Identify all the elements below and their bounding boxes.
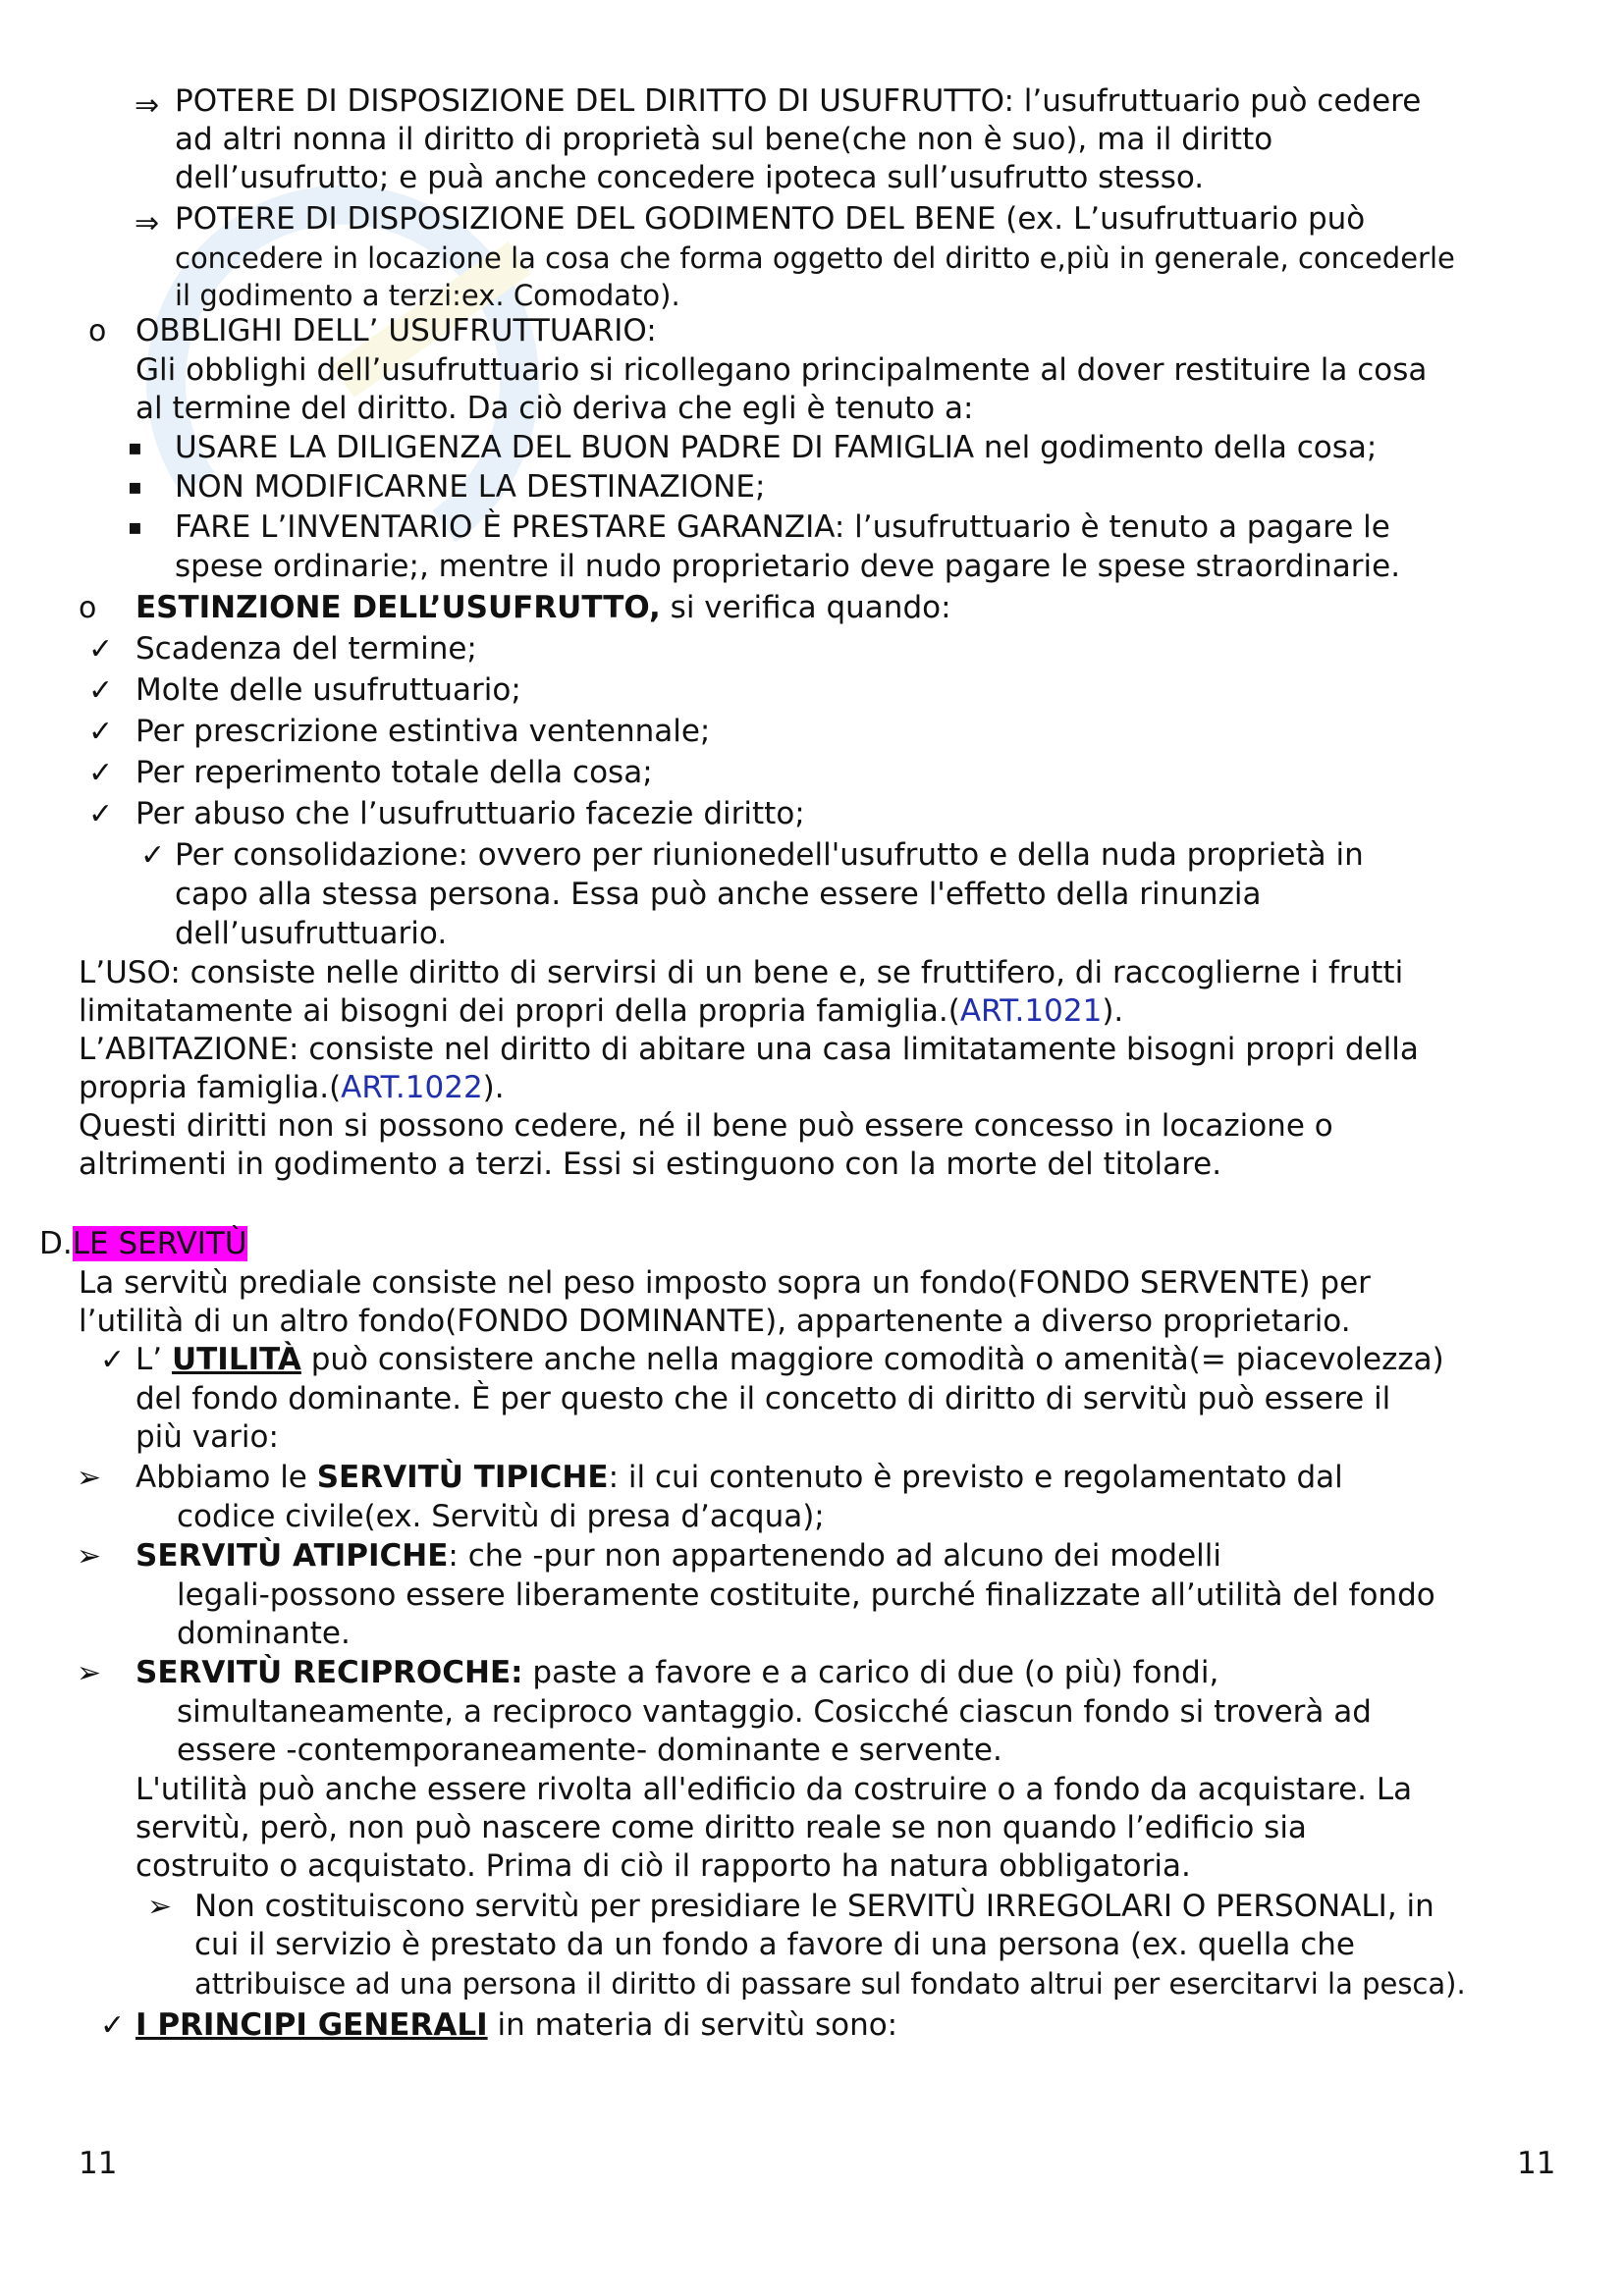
page-number-left: 11 [79,2146,118,2181]
text-span: paste a favore e a carico di due (o più) fondi, [522,1655,1219,1690]
arrow-icon: ⇒ [135,206,160,240]
check-icon: ✓ [88,632,114,667]
circle-bullet-icon: o [88,314,107,348]
list-item: NON MODIFICARNE LA DESTINAZIONE; [175,469,766,505]
section-heading [39,1225,247,1263]
article-link[interactable]: ART.1021 [959,993,1103,1029]
text-line: servitù, però, non può nascere come diritto reale se non quando l’edificio sia [135,1810,1307,1845]
text-line: L'utilità può anche essere rivolta all'edificio da costruire o a fondo da acquistare. La [135,1772,1413,1807]
text-line [79,992,1123,1031]
underlined-term: UTILITÀ [171,1342,301,1377]
check-icon: ✓ [88,756,114,790]
list-item: Non costituiscono servitù per presidiare le SERVITÙ IRREGOLARI O PERSONALI, in [194,1889,1434,1924]
text-line: Gli obblighi dell’usufruttuario si ricollegano principalmente al dover restituire la cosa [135,352,1428,388]
list-item: spese ordinarie;, mentre il nudo proprietario deve pagare le spese straordinarie. [175,549,1401,584]
text-line: ad altri nonna il diritto di proprietà sul bene(che non è suo), ma il diritto [175,122,1273,157]
underlined-term: I PRINCIPI GENERALI [135,2007,488,2043]
text-line: POTERE DI DISPOSIZIONE DEL GODIMENTO DEL BENE (ex. L’usufruttuario può [175,201,1366,237]
list-item: essere -contemporaneamente- dominante e servente. [177,1733,1002,1768]
section-letter: D. [39,1226,73,1261]
check-icon: ✓ [100,1343,126,1377]
list-item [135,1654,1218,1692]
text-line: L’USO: consiste nelle diritto di servirsi di un bene e, se fruttifero, di raccoglierne i frutti [79,955,1404,990]
text-span: limitatamente ai bisogni dei propri della propria famiglia.( [79,993,960,1029]
text-line: costruito o acquistato. Prima di ciò il rapporto ha natura obbligatoria. [135,1848,1191,1884]
list-item [135,2006,897,2045]
text-line: al termine del diritto. Da ciò deriva che egli è tenuto a: [135,391,974,426]
list-item: Per prescrizione estintiva ventennale; [135,714,711,749]
text-span: ). [1102,993,1124,1029]
list-item: legali-possono essere liberamente costituite, purché finalizzate all’utilità del fondo [177,1577,1435,1613]
text-line [79,1069,505,1107]
section-title: OBBLIGHI DELL’ USUFRUTTUARIO: [135,313,657,348]
list-item: Scadenza del termine; [135,631,477,667]
text-span: propria famiglia.( [79,1070,342,1105]
text-span: L’ [135,1342,172,1377]
list-item: FARE L’INVENTARIO È PRESTARE GARANZIA: l’usufruttuario è tenuto a pagare le [175,509,1390,545]
text-line: dell’usufrutto; e puà anche concedere ipoteca sull’usufrutto stesso. [175,160,1205,195]
circle-bullet-icon: o [79,591,97,625]
check-icon: ✓ [100,2008,126,2043]
list-item: codice civile(ex. Servitù di presa d’acqua); [177,1499,825,1534]
bold-term: SERVITÙ TIPICHE [316,1460,609,1495]
square-bullet-icon: ▪ [128,515,142,540]
list-item: dell’usufruttuario. [175,916,448,951]
text-span: può consistere anche nella maggiore comodità o amenità(= piacevolezza) [300,1342,1444,1377]
list-item: attribuisce ad una persona il diritto di passare sul fondato altrui per esercitarvi la pesca). [194,1967,1466,2001]
bold-term: SERVITÙ ATIPICHE [135,1538,449,1574]
list-item: cui il servizio è prestato da un fondo a favore di una persona (ex. quella che [194,1927,1355,1962]
list-item [135,1537,1221,1575]
title-rest: si verifica quando: [660,590,951,625]
chevron-icon: ➢ [147,1890,173,1924]
check-icon: ✓ [88,715,114,749]
text-line: POTERE DI DISPOSIZIONE DEL DIRITTO DI USUFRUTTO: l’usufruttuario può cedere [175,83,1422,119]
text-span: in materia di servitù sono: [487,2007,898,2043]
article-link[interactable]: ART.1022 [341,1070,483,1105]
list-item: Molte delle usufruttuario; [135,672,521,708]
bold-term: SERVITÙ RECIPROCHE: [135,1655,523,1690]
square-bullet-icon: ▪ [128,475,142,500]
list-item [135,1341,1444,1379]
page-number-right: 11 [1517,2146,1556,2181]
text-line: Questi diritti non si possono cedere, né il bene può essere concesso in locazione o [79,1108,1333,1144]
list-item: Per abuso che l’usufruttuario facezie diritto; [135,796,805,831]
list-item: capo alla stessa persona. Essa può anche essere l'effetto della rinunzia [175,877,1262,912]
list-item: Per consolidazione: ovvero per riunionedell'usufrutto e della nuda proprietà in [175,837,1364,873]
list-item: del fondo dominante. È per questo che il concetto di diritto di servitù può essere il [135,1381,1391,1416]
bold-title: ESTINZIONE DELL’USUFRUTTO, [135,590,661,625]
text-line: l’utilità di un altro fondo(FONDO DOMINANTE), appartenente a diverso proprietario. [79,1304,1351,1339]
list-item: dominante. [177,1616,351,1651]
list-item: USARE LA DILIGENZA DEL BUON PADRE DI FAMIGLIA nel godimento della cosa; [175,430,1378,465]
check-icon: ✓ [88,797,114,831]
section-title: LE SERVITÙ [72,1226,247,1261]
text-line: altrimenti in godimento a terzi. Essi si estinguono con la morte del titolare. [79,1147,1222,1182]
text-span: : che -pur non appartenendo ad alcuno dei modelli [448,1538,1221,1574]
text-span: ). [482,1070,505,1105]
list-item: più vario: [135,1419,279,1455]
check-icon: ✓ [88,673,114,708]
list-item [135,1459,1343,1497]
text-span: : il cui contenuto è previsto e regolamentato dal [608,1460,1343,1495]
text-line: il godimento a terzi:ex. Comodato). [175,279,680,312]
section-title [135,589,951,627]
text-line: La servitù prediale consiste nel peso imposto sopra un fondo(FONDO SERVENTE) per [79,1265,1371,1301]
list-item: simultaneamente, a reciproco vantaggio. Cosicché ciascun fondo si troverà ad [177,1694,1372,1730]
text-line: concedere in locazione la cosa che forma oggetto del diritto e,più in generale, concederle [175,241,1455,275]
text-line: L’ABITAZIONE: consiste nel diritto di abitare una casa limitatamente bisogni propri della [79,1032,1419,1067]
chevron-icon: ➢ [77,1656,102,1690]
check-icon: ✓ [140,838,166,873]
arrow-icon: ⇒ [135,88,160,123]
chevron-icon: ➢ [77,1539,102,1574]
list-item: Per reperimento totale della cosa; [135,755,653,790]
chevron-icon: ➢ [77,1461,102,1495]
square-bullet-icon: ▪ [128,436,142,460]
text-span: Abbiamo le [135,1460,317,1495]
